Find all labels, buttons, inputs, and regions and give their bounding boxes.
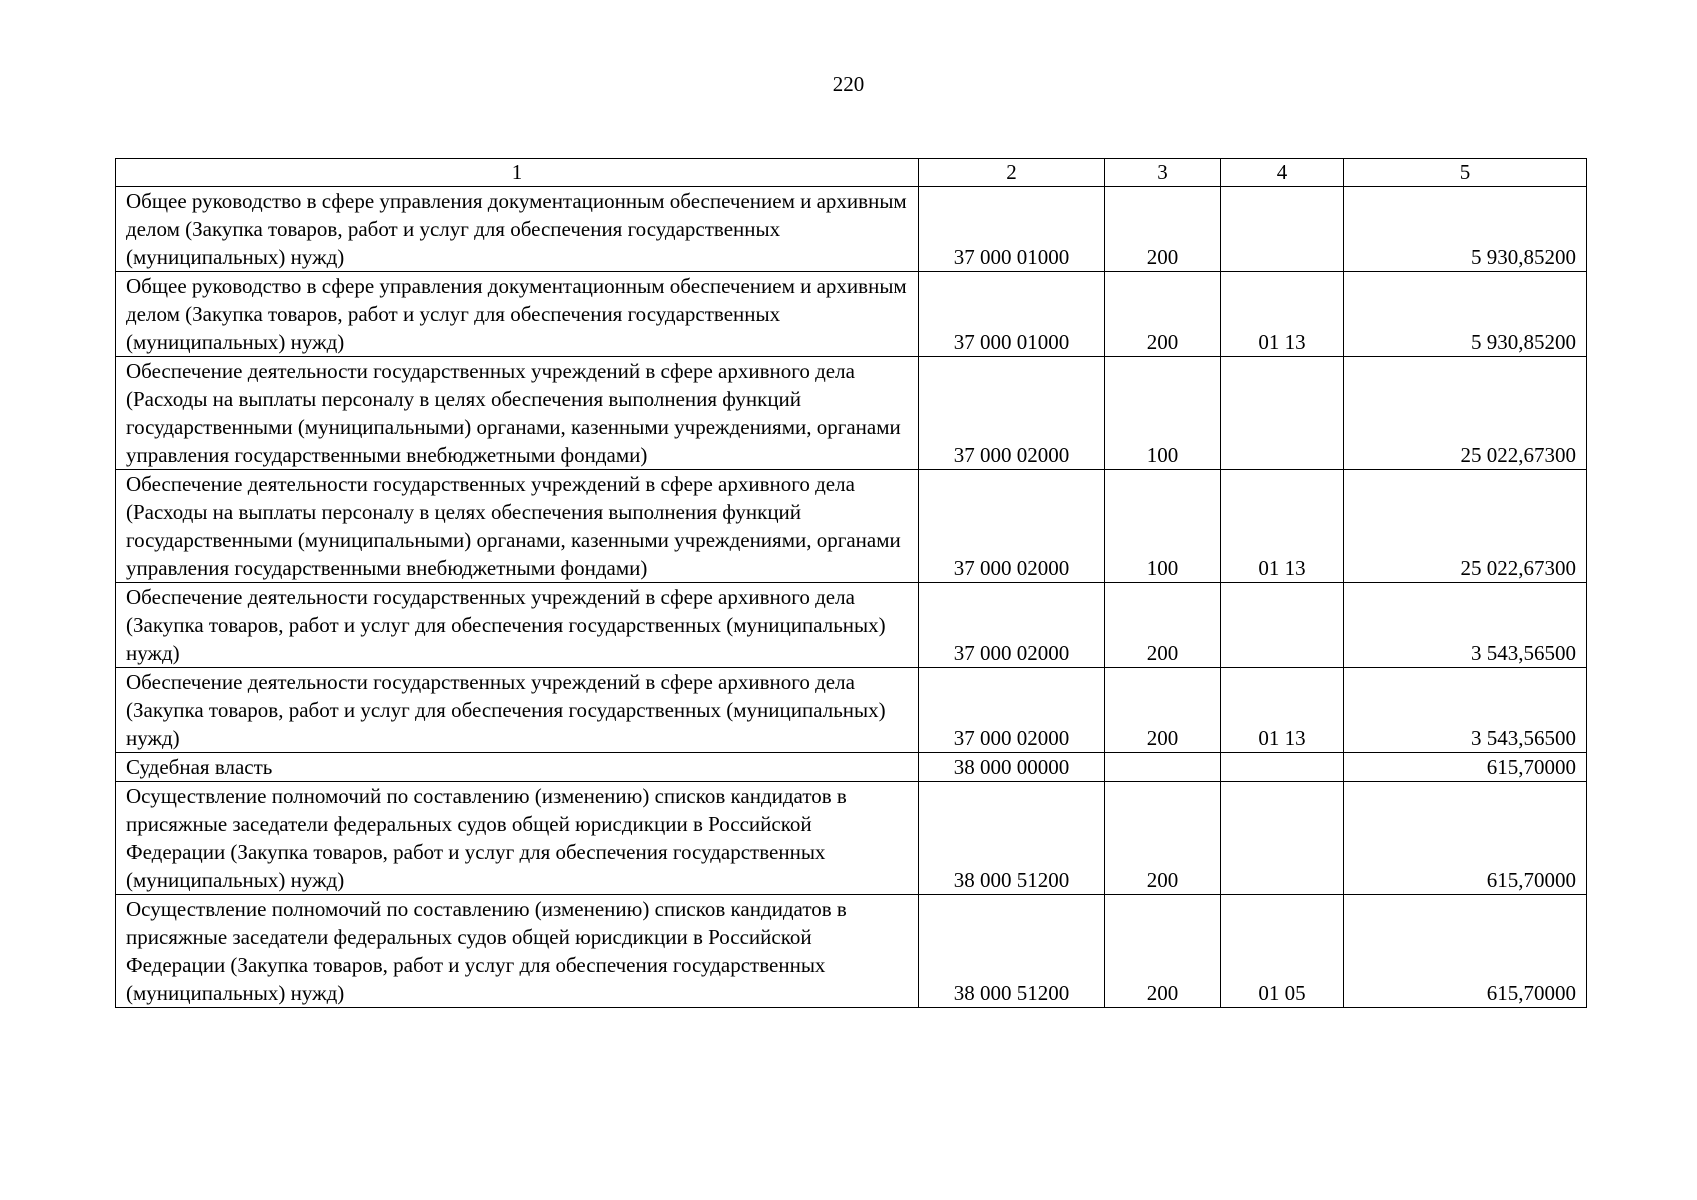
column-header: 5 [1344,159,1587,187]
table-row [116,782,1587,895]
column-header: 4 [1221,159,1344,187]
column-header: 1 [116,159,919,187]
row-amount: 25 022,67300 [1344,470,1587,583]
row-target-article-code: 38 000 51200 [919,782,1105,895]
row-target-article-code: 37 000 01000 [919,272,1105,357]
table-row [116,187,1587,272]
row-description: Обеспечение деятельности государственных учреждений в сфере архивного дела (Закупка товаров, работ и услуг для обеспечения государственных (муниципальных) нужд) [116,583,919,668]
page-number: 220 [832,72,865,96]
row-target-article-code: 38 000 00000 [919,753,1105,782]
row-section-subsection-code [1221,782,1344,895]
row-description: Осуществление полномочий по составлению (изменению) списков кандидатов в присяжные заседатели федеральных судов общей юрисдикции в Российской Федерации (Закупка товаров, работ и услуг для обеспечения государственных (муниципальных) нужд) [116,782,919,895]
table-row [116,470,1587,583]
row-expense-type-code: 200 [1105,187,1221,272]
row-target-article-code: 37 000 01000 [919,187,1105,272]
row-amount: 615,70000 [1344,753,1587,782]
row-expense-type-code: 200 [1105,782,1221,895]
table-row [116,753,1587,782]
row-amount: 5 930,85200 [1344,272,1587,357]
row-section-subsection-code [1221,357,1344,470]
budget-table [115,158,1587,1008]
row-expense-type-code: 100 [1105,357,1221,470]
row-amount: 25 022,67300 [1344,357,1587,470]
table-row [116,272,1587,357]
row-description: Судебная власть [116,753,919,782]
row-amount: 3 543,56500 [1344,583,1587,668]
row-description: Общее руководство в сфере управления документационным обеспечением и архивным делом (Закупка товаров, работ и услуг для обеспечения государственных (муниципальных) нужд) [116,272,919,357]
row-section-subsection-code [1221,187,1344,272]
row-amount: 3 543,56500 [1344,668,1587,753]
row-amount: 615,70000 [1344,895,1587,1008]
row-target-article-code: 37 000 02000 [919,470,1105,583]
table-row [116,895,1587,1008]
row-target-article-code: 37 000 02000 [919,357,1105,470]
table-header-row [116,159,1587,187]
row-section-subsection-code: 01 13 [1221,470,1344,583]
row-section-subsection-code [1221,583,1344,668]
row-section-subsection-code: 01 05 [1221,895,1344,1008]
row-expense-type-code: 200 [1105,895,1221,1008]
row-expense-type-code [1105,753,1221,782]
row-expense-type-code: 200 [1105,668,1221,753]
row-target-article-code: 37 000 02000 [919,583,1105,668]
row-target-article-code: 38 000 51200 [919,895,1105,1008]
column-header: 3 [1105,159,1221,187]
row-amount: 5 930,85200 [1344,187,1587,272]
row-expense-type-code: 100 [1105,470,1221,583]
column-header: 2 [919,159,1105,187]
row-description: Общее руководство в сфере управления документационным обеспечением и архивным делом (Закупка товаров, работ и услуг для обеспечения государственных (муниципальных) нужд) [116,187,919,272]
row-section-subsection-code: 01 13 [1221,272,1344,357]
table-body [116,187,1587,1008]
row-description: Обеспечение деятельности государственных учреждений в сфере архивного дела (Закупка товаров, работ и услуг для обеспечения государственных (муниципальных) нужд) [116,668,919,753]
table-row [116,668,1587,753]
row-section-subsection-code: 01 13 [1221,668,1344,753]
table-row [116,357,1587,470]
row-section-subsection-code [1221,753,1344,782]
row-amount: 615,70000 [1344,782,1587,895]
row-target-article-code: 37 000 02000 [919,668,1105,753]
row-expense-type-code: 200 [1105,272,1221,357]
row-description: Обеспечение деятельности государственных учреждений в сфере архивного дела (Расходы на выплаты персоналу в целях обеспечения выполнения функций государственными (муниципальными) органами, казенными учреждениями, органами управления государственными внебюджетными фондами) [116,357,919,470]
row-expense-type-code: 200 [1105,583,1221,668]
row-description: Осуществление полномочий по составлению (изменению) списков кандидатов в присяжные заседатели федеральных судов общей юрисдикции в Российской Федерации (Закупка товаров, работ и услуг для обеспечения государственных (муниципальных) нужд) [116,895,919,1008]
table-row [116,583,1587,668]
row-description: Обеспечение деятельности государственных учреждений в сфере архивного дела (Расходы на выплаты персоналу в целях обеспечения выполнения функций государственными (муниципальными) органами, казенными учреждениями, органами управления государственными внебюджетными фондами) [116,470,919,583]
